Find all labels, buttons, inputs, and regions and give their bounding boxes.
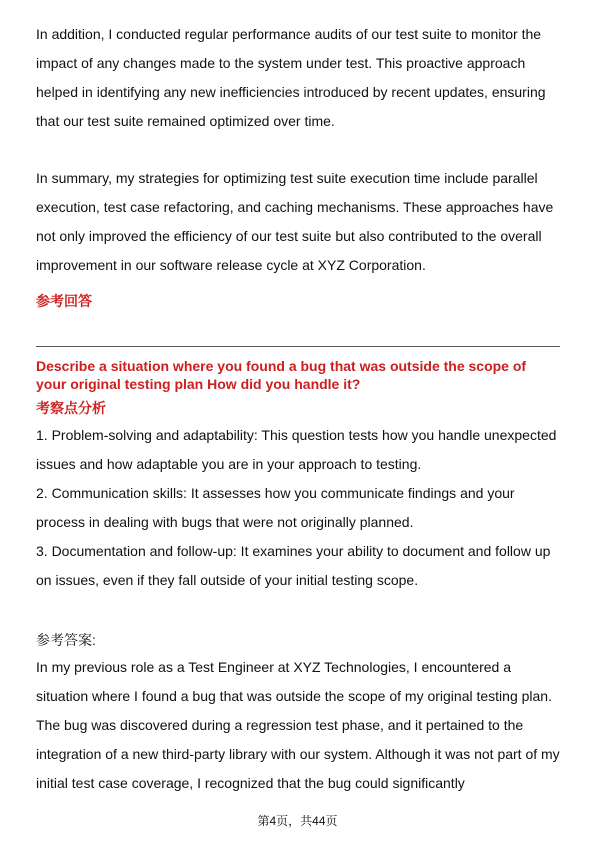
question-heading: Describe a situation where you found a bug that was outside the scope of your original testing plan How did you handle it? bbox=[36, 358, 527, 392]
analysis-point-2: 2. Communication skills: It assesses how you communicate findings and your process in dealing with bugs that were not originally planned. bbox=[36, 485, 515, 530]
document-page bbox=[36, 20, 560, 798]
answer-label: 参考答案: bbox=[36, 632, 96, 648]
answer-paragraph: In my previous role as a Test Engineer at XYZ Technologies, I encountered a situation where I found a bug that was outside the scope of my original testing plan. The bug was discovered during a regression test phase, and it pertained to the integration of a new third-party library with our system. Although it was not part of my initial test case coverage, I recognized that the bug could significantly bbox=[36, 659, 560, 791]
analysis-label: 考察点分析 bbox=[36, 400, 106, 416]
intro-paragraph-audits: In addition, I conducted regular performance audits of our test suite to monitor the impact of any changes made to the system under test. This proactive approach helped in identifying any new inefficiencies introduced by recent updates, ensuring that our test suite remained optimized over time. bbox=[36, 26, 546, 129]
analysis-point-1: 1. Problem-solving and adaptability: This question tests how you handle unexpected issues and how adaptable you are in your approach to testing. bbox=[36, 427, 557, 472]
intro-paragraph-summary: In summary, my strategies for optimizing test suite execution time include parallel execution, test case refactoring, and caching mechanisms. These approaches have not only improved the efficiency of our test suite but also contributed to the overall improvement in our software release cycle at XYZ Corporation. bbox=[36, 170, 554, 273]
page-footer: 第4页，共44页 bbox=[257, 814, 338, 828]
reference-answer-label: 参考回答 bbox=[36, 293, 92, 309]
analysis-point-3: 3. Documentation and follow-up: It examines your ability to document and follow up on issues, even if they fall outside of your initial testing scope. bbox=[36, 543, 551, 588]
